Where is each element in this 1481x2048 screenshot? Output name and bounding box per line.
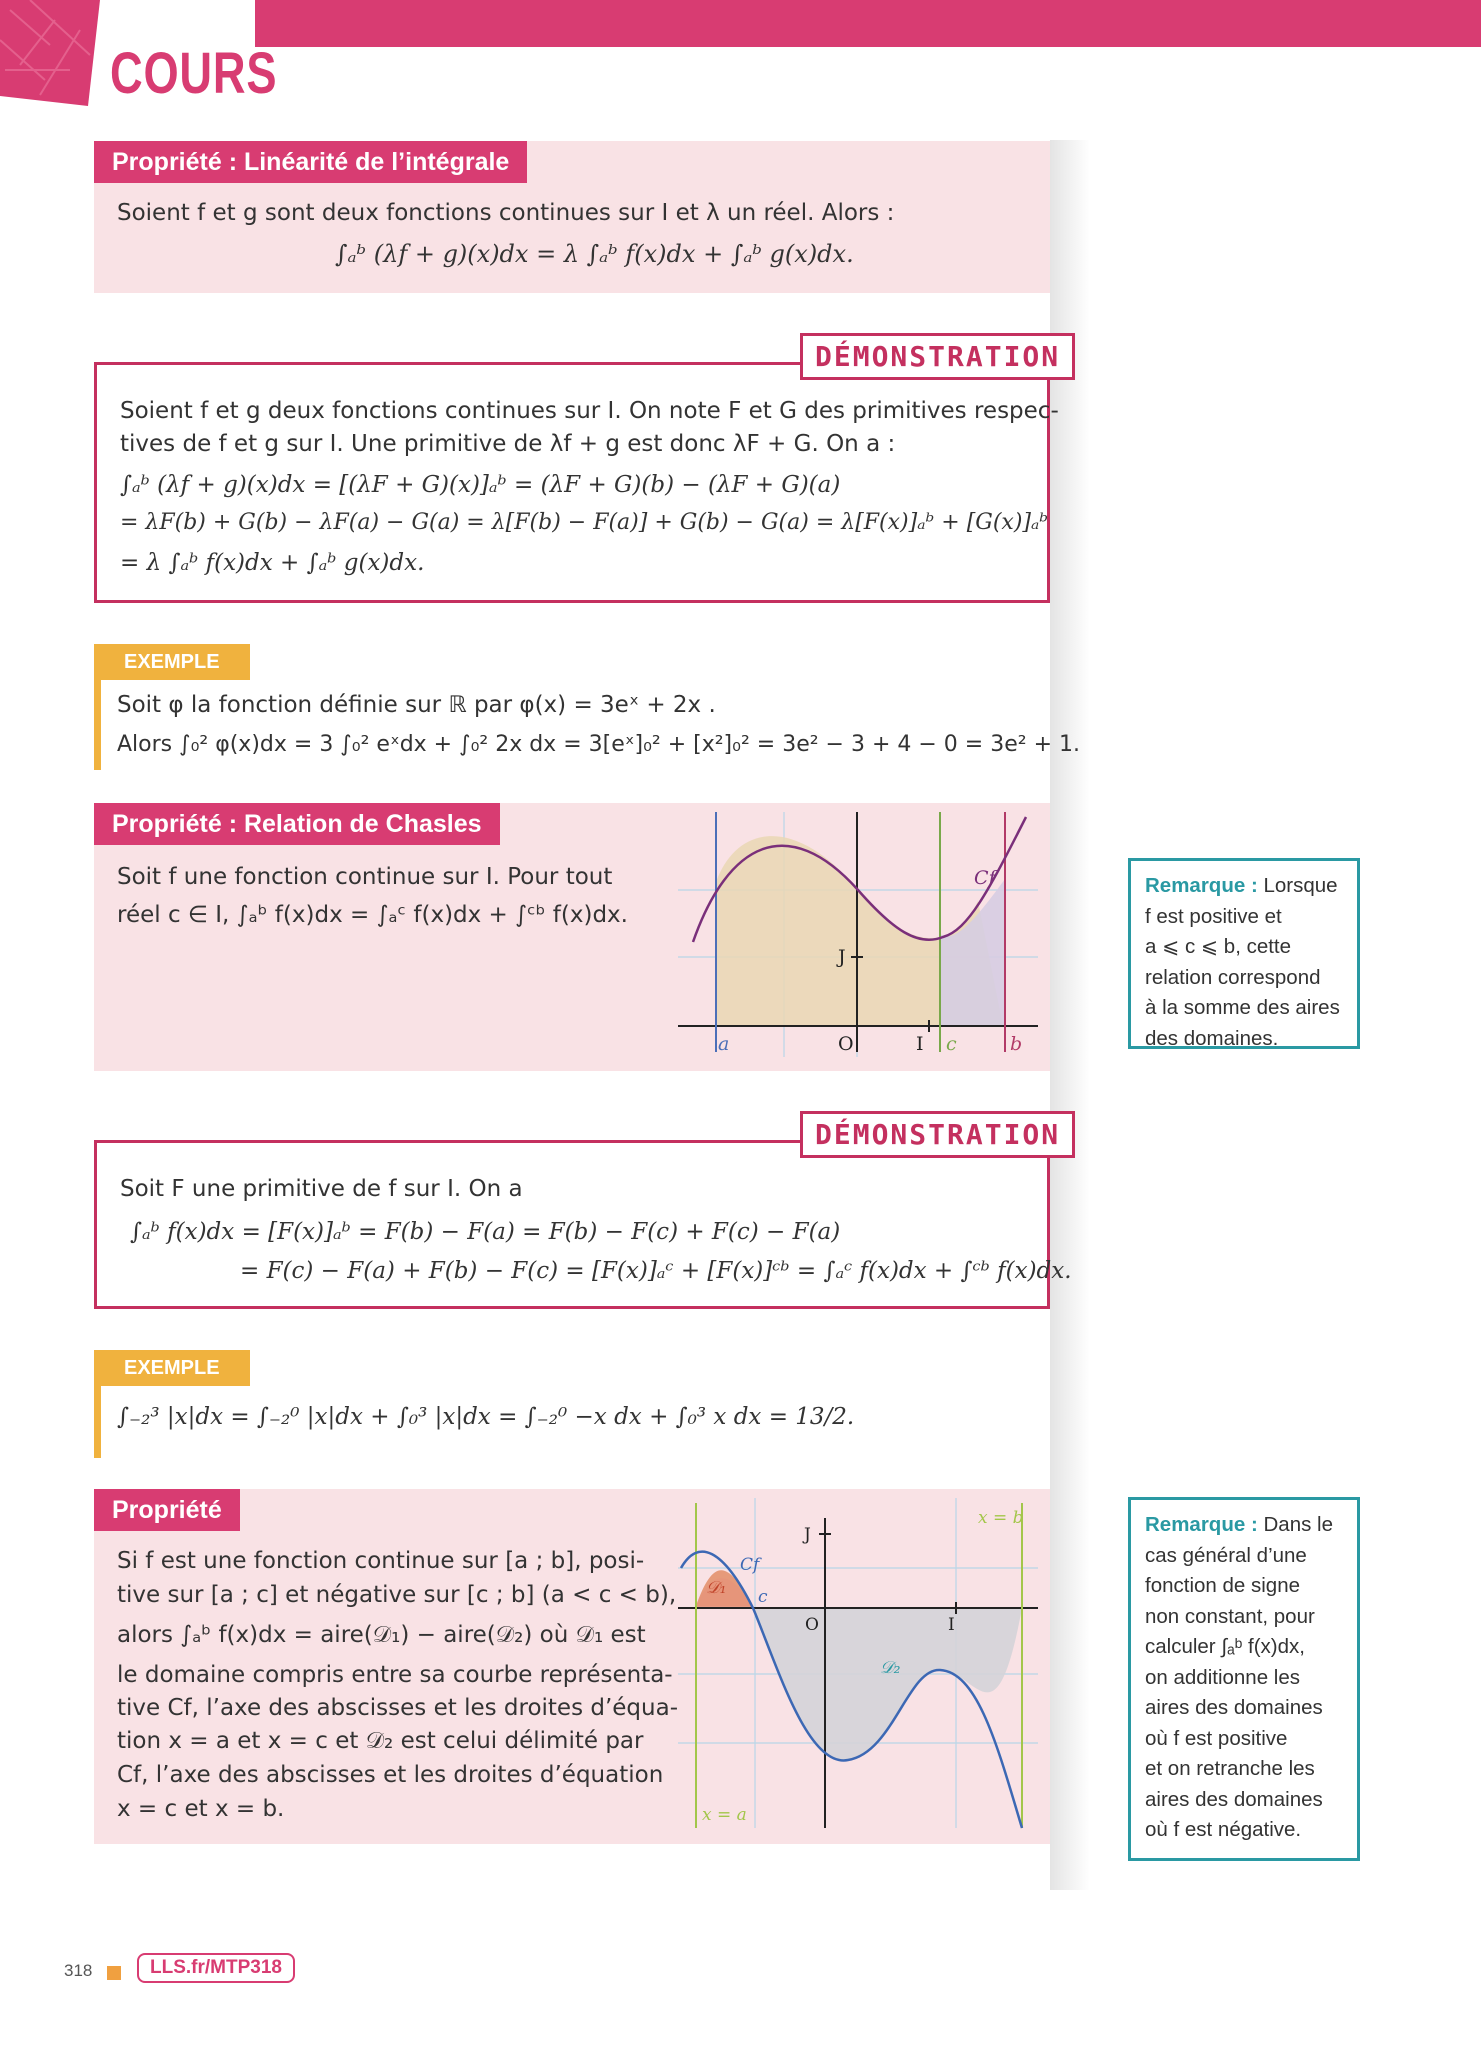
prop1-formula: ∫ₐᵇ (λf + g)(x)dx = λ ∫ₐᵇ f(x)dx + ∫ₐᵇ g(x)dx. [335, 240, 854, 268]
remark2-label: Remarque : [1145, 1513, 1258, 1536]
remark1-box [1128, 858, 1360, 1049]
ex2-label: EXEMPLE [94, 1350, 250, 1386]
remark2-l5: calculer ∫ₐᵇ f(x)dx, [1145, 1635, 1305, 1658]
footer-link[interactable]: LLS.fr/MTP318 [137, 1953, 295, 1983]
remark2-l1: Dans le [1263, 1513, 1333, 1536]
remark2-l11: où f est négative. [1145, 1818, 1302, 1841]
label-c: c [946, 1033, 957, 1055]
label-I: I [916, 1033, 924, 1055]
label-xb: x = b [978, 1508, 1024, 1528]
prop3-l4: le domaine compris entre sa courbe représenta- [117, 1662, 673, 1688]
prop3-l6: tion x = a et x = c et 𝒟₂ est celui délimité par [117, 1728, 644, 1754]
remark1-l4: relation correspond [1145, 965, 1321, 989]
prop3-l8: x = c et x = b. [117, 1796, 285, 1822]
prop2-title: Propriété : Relation de Chasles [94, 803, 500, 845]
label-b: b [1010, 1033, 1023, 1055]
prop3-l7: Cf, l’axe des abscisses et les droites d’équation [117, 1762, 664, 1788]
remark2-l9: et on retranche les [1145, 1757, 1315, 1780]
header-bar [255, 0, 1481, 47]
ex2-bar [94, 1350, 101, 1458]
remark1-label: Remarque : [1145, 874, 1258, 897]
corner-pattern-icon [0, 0, 100, 106]
remark2-l7: aires des domaines [1145, 1696, 1323, 1719]
prop1-text: Soient f et g sont deux fonctions continues sur I et λ un réel. Alors : [117, 200, 895, 226]
ex1-label: EXEMPLE [94, 644, 250, 680]
label-c: c [758, 1587, 768, 1607]
label-J: J [838, 946, 846, 968]
sign-graph [678, 1498, 1050, 1840]
remark2-l2: cas général d’une [1145, 1543, 1307, 1567]
remark2-box [1128, 1497, 1360, 1861]
footer-square-icon [107, 1966, 121, 1980]
remark2-l3: fonction de signe [1145, 1574, 1301, 1597]
label-I: I [948, 1615, 955, 1635]
ex1-bar [94, 644, 101, 770]
demo1-line3: ∫ₐᵇ (λf + g)(x)dx = [(λF + G)(x)]ₐᵇ = (λF + G)(b) − (λF + G)(a) [120, 472, 841, 498]
chasles-graph [678, 812, 1050, 1066]
prop2-line2: réel c ∈ I, ∫ₐᵇ f(x)dx = ∫ₐᶜ f(x)dx + ∫ᶜᵇ f(x)dx. [117, 902, 628, 928]
demo2-line3: = F(c) − F(a) + F(b) − F(c) = [F(x)]ₐᶜ + [F(x)]ᶜᵇ = ∫ₐᶜ f(x)dx + ∫ᶜᵇ f(x)dx. [240, 1258, 1072, 1284]
label-a: a [718, 1033, 730, 1055]
label-cf: Cf [740, 1555, 760, 1575]
prop3-l5: tive Cf, l’axe des abscisses et les droites d’équa- [117, 1695, 679, 1721]
demo2-line1: Soit F une primitive de f sur I. On a [120, 1176, 523, 1202]
remark2-l6: on additionne les [1145, 1665, 1301, 1689]
remark1-l3: a ⩽ c ⩽ b, cette [1145, 935, 1292, 958]
demo1-label: DÉMONSTRATION [800, 333, 1075, 380]
prop3-title: Propriété [94, 1489, 240, 1531]
demo2-line2: ∫ₐᵇ f(x)dx = [F(x)]ₐᵇ = F(b) − F(a) = F(b) − F(c) + F(c) − F(a) [130, 1219, 841, 1245]
label-xa: x = a [702, 1805, 747, 1825]
demo1-line2: tives de f et g sur I. Une primitive de λf + g est donc λF + G. On a : [120, 431, 896, 457]
demo1-line5: = λ ∫ₐᵇ f(x)dx + ∫ₐᵇ g(x)dx. [120, 550, 425, 576]
page-number: 318 [64, 1961, 93, 1980]
remark2-l8: où f est positive [1145, 1726, 1288, 1750]
remark1-l2: f est positive et [1145, 904, 1282, 928]
prop3-l2: tive sur [a ; c] et négative sur [c ; b] (a < c < b), [117, 1582, 677, 1608]
label-d1: 𝒟₁ [706, 1578, 727, 1598]
domain-c-b [940, 879, 1005, 1026]
ex2-line1: ∫₋₂³ |x|dx = ∫₋₂⁰ |x|dx + ∫₀³ |x|dx = ∫₋₂⁰ −x dx + ∫₀³ x dx = 13/2. [117, 1404, 855, 1430]
label-O: O [838, 1033, 854, 1055]
prop2-line1: Soit f une fonction continue sur I. Pour tout [117, 864, 613, 890]
prop3-l3: alors ∫ₐᵇ f(x)dx = aire(𝒟₁) − aire(𝒟₂) où 𝒟₁ est [117, 1622, 646, 1648]
page-title: COURS [110, 41, 278, 106]
prop1-title: Propriété : Linéarité de l’intégrale [94, 141, 527, 183]
remark2-l10: aires des domaines [1145, 1787, 1323, 1811]
label-d2: 𝒟₂ [880, 1658, 901, 1678]
label-O: O [805, 1615, 819, 1635]
domain-d2 [753, 1608, 1022, 1760]
label-cf: Cf [974, 867, 996, 889]
ex1-line1: Soit φ la fonction définie sur ℝ par φ(x) = 3eˣ + 2x . [117, 692, 716, 718]
demo1-line4: = λF(b) + G(b) − λF(a) − G(a) = λ[F(b) − F(a)] + G(b) − G(a) = λ[F(x)]ₐᵇ + [G(x)]ₐᵇ [120, 510, 1049, 535]
remark1-l5: à la somme des aires [1145, 996, 1340, 1019]
ex1-line2: Alors ∫₀² φ(x)dx = 3 ∫₀² eˣdx + ∫₀² 2x dx = 3[eˣ]₀² + [x²]₀² = 3e² − 3 + 4 − 0 = 3e² + 1. [117, 732, 1080, 757]
remark2-l4: non constant, pour [1145, 1604, 1315, 1628]
remark1-l1: Lorsque [1263, 874, 1338, 897]
demo2-label: DÉMONSTRATION [800, 1111, 1075, 1158]
remark1-l6: des domaines. [1145, 1026, 1279, 1050]
demo1-line1: Soient f et g deux fonctions continues sur I. On note F et G des primitives respec- [120, 398, 1059, 424]
prop3-l1: Si f est une fonction continue sur [a ; b], posi- [117, 1548, 645, 1574]
label-J: J [804, 1525, 811, 1545]
